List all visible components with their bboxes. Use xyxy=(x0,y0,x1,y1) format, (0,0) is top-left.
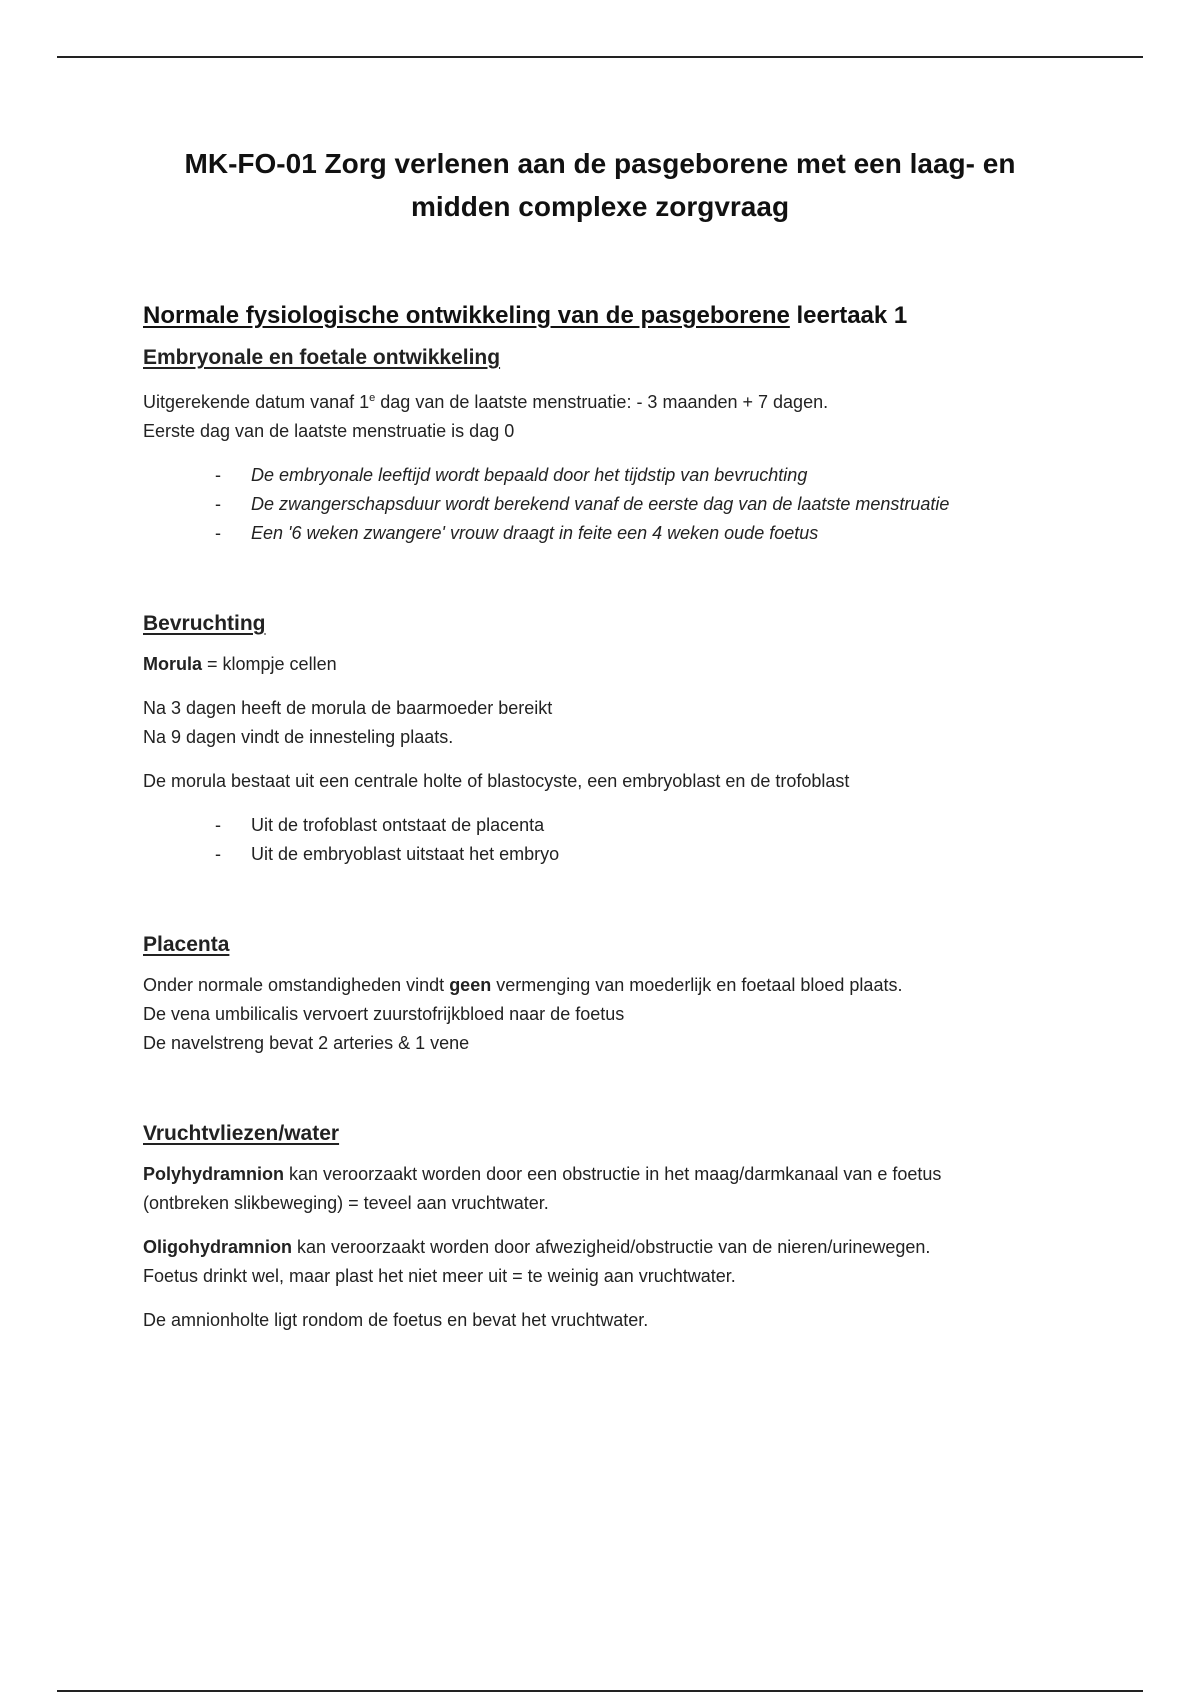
paragraph-placenta xyxy=(143,971,1103,1058)
list-item-text: Een '6 weken zwangere' vrouw draagt in feite een 4 weken oude foetus xyxy=(251,523,819,543)
page-title xyxy=(150,142,1050,228)
paragraph-amnionholte: De amnionholte ligt rondom de foetus en bevat het vruchtwater. xyxy=(143,1310,649,1330)
uitgerekende-datum-line xyxy=(143,384,1103,417)
paragraph-morula-timeline xyxy=(143,694,1103,752)
term-oligohydramnion: Oligohydramnion xyxy=(143,1237,293,1257)
bold-fragment: geen xyxy=(449,975,492,995)
list-item-text: De embryonale leeftijd wordt bepaald door het tijdstip van bevruchting xyxy=(251,465,808,485)
term-morula: Morula xyxy=(143,654,203,674)
paragraph-uitgerekende-datum xyxy=(143,384,1103,446)
page-title-line-2: midden complexe zorgvraag xyxy=(410,191,790,222)
spacer xyxy=(143,884,1103,933)
paragraph-polyhydramnion xyxy=(143,1160,1103,1218)
spacer xyxy=(143,563,1103,612)
list-item xyxy=(215,490,1103,519)
paragraph-oligohydramnion xyxy=(143,1233,1103,1291)
spacer xyxy=(143,1073,1103,1122)
heading-bevruchting: Bevruchting xyxy=(143,612,266,635)
list-item xyxy=(215,461,1103,490)
text-line: (ontbreken slikbeweging) = teveel aan vruchtwater. xyxy=(143,1193,549,1213)
eerste-dag-line: Eerste dag van de laatste menstruatie is dag 0 xyxy=(143,421,515,441)
text-fragment: dag van de laatste menstruatie: - 3 maanden + 7 dagen. xyxy=(375,392,829,412)
text-fragment: Uitgerekende datum vanaf 1 xyxy=(143,392,370,412)
text-line xyxy=(143,1233,1103,1262)
text-fragment: = klompje cellen xyxy=(202,654,337,674)
heading-placenta: Placenta xyxy=(143,933,230,956)
section-heading-main: Normale fysiologische ontwikkeling van de pasgeborene xyxy=(143,302,790,329)
paragraph-morula-structure: De morula bestaat uit een centrale holte of blastocyste, een embryoblast en de trofoblast xyxy=(143,771,850,791)
text-line: De vena umbilicalis vervoert zuurstofrijkbloed naar de foetus xyxy=(143,1004,625,1024)
list-item-text: Uit de trofoblast ontstaat de placenta xyxy=(251,815,545,835)
text-fragment: kan veroorzaakt worden door afwezigheid/obstructie van de nieren/urinewegen. xyxy=(292,1237,931,1257)
text-line xyxy=(143,1160,1103,1189)
footer-rule xyxy=(57,1690,1143,1692)
embryo-bullet-list xyxy=(143,461,1103,548)
text-line: Foetus drinkt wel, maar plast het niet meer uit = te weinig aan vruchtwater. xyxy=(143,1266,736,1286)
text-line xyxy=(143,971,1103,1000)
text-line: Na 3 dagen heeft de morula de baarmoeder bereikt xyxy=(143,698,553,718)
list-item-text: De zwangerschapsduur wordt berekend vanaf de eerste dag van de laatste menstruatie xyxy=(251,494,950,514)
text-line: Na 9 dagen vindt de innesteling plaats. xyxy=(143,727,454,747)
list-item xyxy=(215,840,1103,869)
section-heading-suffix: leertaak 1 xyxy=(789,302,908,329)
bevruchting-bullet-list xyxy=(143,811,1103,869)
text-fragment: Onder normale omstandigheden vindt xyxy=(143,975,450,995)
superscript: e xyxy=(369,392,376,404)
heading-vruchtvliezen: Vruchtvliezen/water xyxy=(143,1122,340,1145)
text-fragment: kan veroorzaakt worden door een obstructie in het maag/darmkanaal van e foetus xyxy=(284,1164,942,1184)
term-polyhydramnion: Polyhydramnion xyxy=(143,1164,285,1184)
list-item-text: Uit de embryoblast uitstaat het embryo xyxy=(251,844,560,864)
text-fragment: vermenging van moederlijk en foetaal bloed plaats. xyxy=(491,975,903,995)
heading-embryonale-ontwikkeling: Embryonale en foetale ontwikkeling xyxy=(143,346,501,369)
paragraph-morula xyxy=(143,650,1103,679)
page-title-line-1: MK-FO-01 Zorg verlenen aan de pasgeborene met een laag- en xyxy=(184,148,1016,179)
header-rule xyxy=(57,56,1143,58)
document-body xyxy=(143,302,1103,1350)
list-item xyxy=(215,811,1103,840)
section-heading xyxy=(143,302,1103,330)
text-line: De navelstreng bevat 2 arteries & 1 vene xyxy=(143,1033,470,1053)
list-item xyxy=(215,519,1103,548)
